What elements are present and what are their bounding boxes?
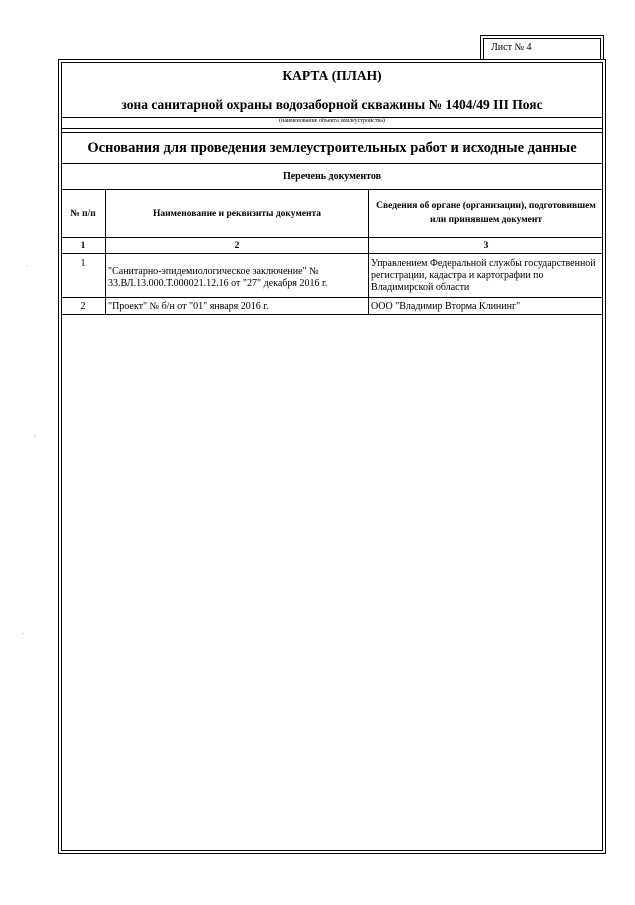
row-2-number: 2 [80,301,86,312]
scan-speck: · [22,630,25,638]
row-2-document: "Проект" № б/н от "01" января 2016 г. [108,301,269,312]
sheet-number: Лист № 4 [491,42,532,53]
column-number-2: 2 [234,241,240,251]
row-2-organization: ООО "Владимир Вторма Клининг" [371,301,521,312]
table-row-border [61,297,603,298]
table-numbers-border [61,253,603,254]
column-header-organization: Сведения об органе (организации), подготовившем или принявшем документ [376,201,596,225]
object-caption: (наименование объекта землеустройства) [279,118,385,124]
column-header-number: № п/п [70,209,96,219]
documents-list-title: Перечень документов [282,171,382,182]
section-title: Основания для проведения землеустроительных работ и исходные данные [87,140,577,156]
divider [61,163,603,164]
scan-speck: · [26,262,29,270]
divider [61,132,603,133]
column-number-1: 1 [80,241,86,251]
row-1-organization: Управлением Федеральной службы государственной регистрации, кадастра и картографии по Владимирской области [371,258,596,293]
divider [61,128,603,129]
table-bottom-border [61,314,603,315]
sheet-number-box [480,35,604,60]
column-header-document: Наименование и реквизиты документа [152,209,322,219]
document-title: КАРТА (ПЛАН) [282,68,382,83]
row-1-document: "Санитарно-эпидемиологическое заключение" № 33.ВЛ.13.000.Т.000021.12.16 от "27" декабря 2016 г. [108,266,328,289]
table-top-border [61,189,603,190]
object-name: зона санитарной охраны водозаборной скважины № 1404/49 III Пояс [121,97,543,112]
column-number-3: 3 [483,241,489,251]
row-1-number: 1 [80,258,86,269]
table-header-border [61,237,603,238]
scan-speck: : [34,432,36,440]
